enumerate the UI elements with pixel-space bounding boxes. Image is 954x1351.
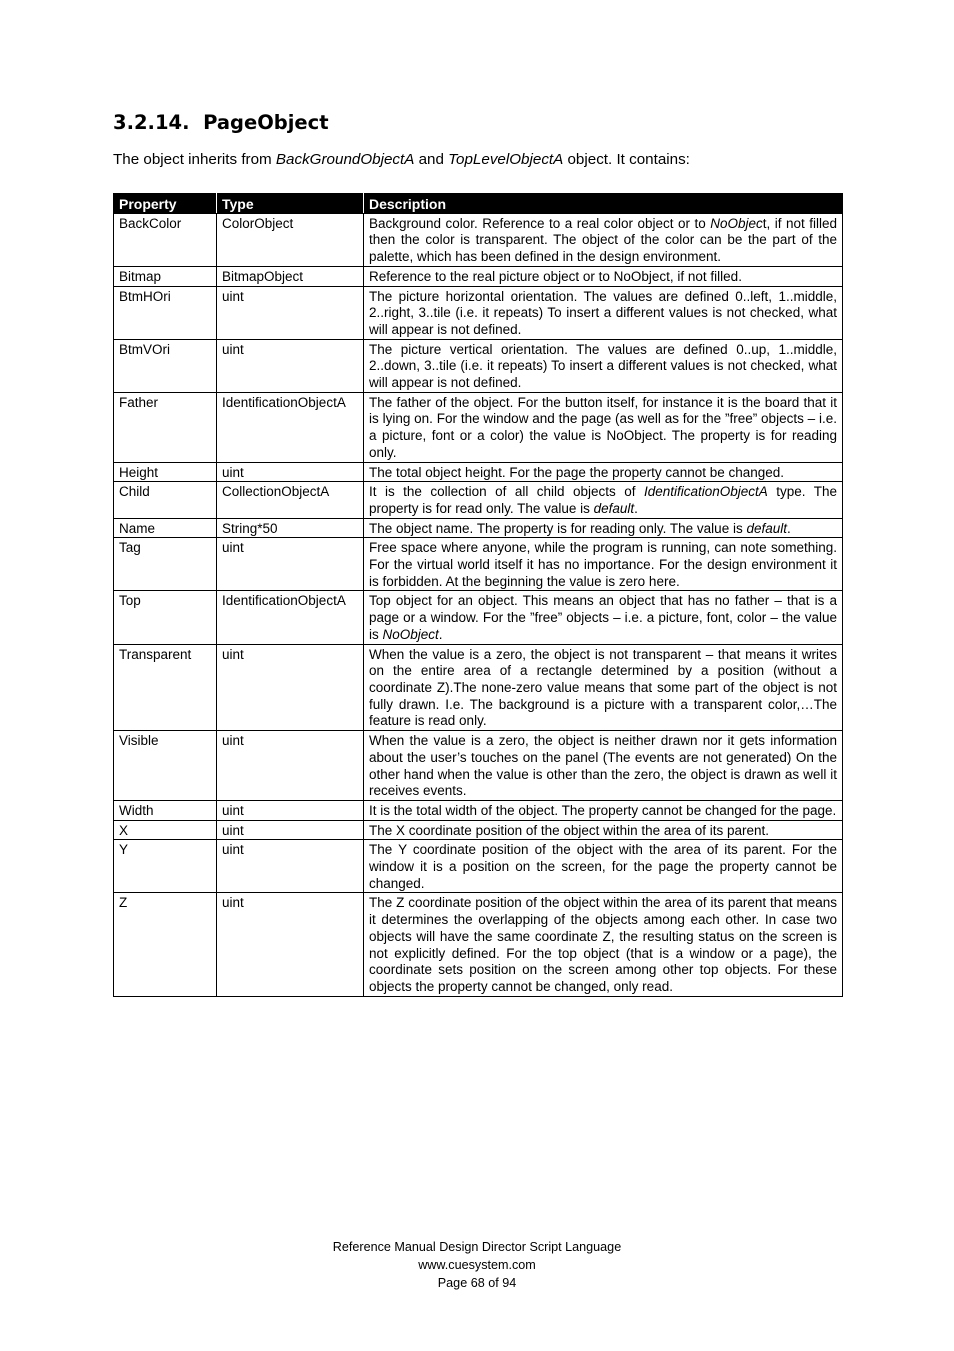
description-text: The X coordinate position of the object within the area of its parent. [369, 822, 769, 838]
table-header-row [114, 194, 843, 214]
description-italic-text: default [593, 500, 635, 516]
section-title: PageObject [203, 111, 329, 134]
property-table [113, 193, 843, 997]
cell-description [364, 392, 843, 462]
description-text: The father of the object. For the button itself, for instance it is the board that it is lying on. For the window and the page (as well as for the ”free” objects – i.e. a picture, font or a color) the value is NoObject. The property is for reading only. [369, 394, 837, 460]
cell-property: BtmVOri [114, 339, 217, 392]
table-row [114, 518, 843, 538]
table-row [114, 644, 843, 731]
cell-description [364, 339, 843, 392]
cell-type: String*50 [217, 518, 364, 538]
table-row [114, 266, 843, 286]
cell-property: BtmHOri [114, 286, 217, 339]
description-text: . [634, 500, 638, 516]
table-body [114, 213, 843, 996]
description-italic-text: default [746, 520, 787, 536]
description-italic-text: IdentificationObjectA [643, 484, 768, 500]
cell-description [364, 266, 843, 286]
table-row [114, 800, 843, 820]
table-row [114, 392, 843, 462]
description-text: The picture vertical orientation. The values are defined 0..up, 1..middle, 2..down, 3..tile (i.e. it repeats) To insert a different values is not checked, what will appear is not defined. [369, 341, 837, 391]
intro-text: The object inherits from [113, 151, 276, 168]
cell-property: Father [114, 392, 217, 462]
intro-text: object. It contains: [563, 151, 690, 168]
description-italic-text: NoObjec [710, 215, 763, 231]
cell-description [364, 538, 843, 591]
cell-property: Width [114, 800, 217, 820]
table-row [114, 462, 843, 482]
cell-type: uint [217, 339, 364, 392]
cell-description [364, 286, 843, 339]
table-row [114, 213, 843, 266]
cell-property: Y [114, 840, 217, 893]
cell-type: BitmapObject [217, 266, 364, 286]
header-type: Type [217, 194, 364, 214]
intro-class-toplevel: TopLevelObjectA [448, 151, 564, 168]
cell-type: uint [217, 462, 364, 482]
description-text: When the value is a zero, the object is neither drawn nor it gets information about the user’s touches on the panel (The events are not generated) On the other hand when the value is other than the zero, the object is drawn as well it receives events. [369, 733, 837, 799]
cell-property: Name [114, 518, 217, 538]
table-row [114, 591, 843, 644]
cell-description [364, 482, 843, 518]
cell-type: uint [217, 893, 364, 996]
cell-description [364, 820, 843, 840]
table-row [114, 893, 843, 996]
cell-description [364, 462, 843, 482]
cell-type: CollectionObjectA [217, 482, 364, 518]
description-text: Free space where anyone, while the program is running, can note something. For the virtual world itself it has no importance. For the design environment it is forbidden. At the beginning the value is zero here. [369, 540, 837, 589]
page-footer [0, 1238, 954, 1292]
cell-type: uint [217, 820, 364, 840]
cell-property: Bitmap [114, 266, 217, 286]
cell-property: Height [114, 462, 217, 482]
description-text: The Y coordinate position of the object with the area of its parent. For the window it is a position on the screen, for the page the property cannot be changed. [369, 842, 837, 891]
header-property: Property [114, 194, 217, 214]
description-text: . [438, 626, 443, 642]
table-row [114, 482, 843, 518]
description-text: Background color. Reference to a real color object or to [369, 215, 711, 231]
cell-property: Tag [114, 538, 217, 591]
description-text: The Z coordinate position of the object within the area of its parent that means it determines the overlapping of the objects among each other. In case two objects will have the same coordinate Z, the resulting status on the screen is not explicitly defined. For the top object (that is a window or a page), the coordinate sets position on the screen among other top objects. For these objects the property cannot be changed, only read. [369, 895, 837, 994]
header-description: Description [364, 194, 843, 214]
intro-text: and [414, 151, 449, 168]
cell-description [364, 893, 843, 996]
table-row [114, 731, 843, 801]
cell-property: Child [114, 482, 217, 518]
cell-description [364, 591, 843, 644]
cell-property: Top [114, 591, 217, 644]
intro-paragraph [113, 151, 690, 168]
cell-property: Z [114, 893, 217, 996]
cell-type: ColorObject [217, 213, 364, 266]
cell-description [364, 800, 843, 820]
cell-type: uint [217, 538, 364, 591]
footer-page-number: Page 68 of 94 [437, 1276, 517, 1290]
cell-property: Transparent [114, 644, 217, 731]
description-text: When the value is a zero, the object is not transparent – that means it writes on the entire area of a rectangle determined by a position (without a coordinate Z).The none-zero value means that some part of the object is not fully drawn. I.e. The background is a picture with a transparent color,…The feature is read only. [369, 646, 837, 729]
cell-type: uint [217, 286, 364, 339]
table-row [114, 286, 843, 339]
table-row [114, 339, 843, 392]
table-row [114, 538, 843, 591]
cell-description [364, 731, 843, 801]
description-text: . [787, 520, 791, 536]
cell-property: Visible [114, 731, 217, 801]
description-text: The object name. The property is for reading only. The value is [369, 520, 747, 536]
cell-type: IdentificationObjectA [217, 392, 364, 462]
footer-website: www.cuesystem.com [418, 1258, 536, 1272]
description-text: The total object height. For the page the property cannot be changed. [369, 464, 785, 480]
cell-type: IdentificationObjectA [217, 591, 364, 644]
description-text: It is the total width of the object. The property cannot be changed for the page. [369, 802, 837, 818]
cell-description [364, 213, 843, 266]
description-text: t, if not filled then the color is transparent. The object of the color can be the part of the palette, which has been defined in the design environment. [369, 215, 837, 265]
cell-property: X [114, 820, 217, 840]
cell-type: uint [217, 840, 364, 893]
description-text: Reference to the real picture object or to NoObject, if not filled. [369, 268, 742, 284]
cell-description [364, 644, 843, 731]
description-text: It is the collection of all child objects of [369, 484, 644, 500]
cell-type: uint [217, 731, 364, 801]
table-row [114, 840, 843, 893]
section-heading [113, 111, 329, 134]
description-text: Top object for an object. This means an object that has no father – that is a page or a window. For the ”free” objects – i.e. a picture, font, color – the value is [369, 593, 837, 642]
table-row [114, 820, 843, 840]
cell-property: BackColor [114, 213, 217, 266]
description-italic-text: NoObject [382, 626, 439, 642]
footer-manual-title: Reference Manual Design Director Script Language [332, 1240, 622, 1254]
section-number: 3.2.14. [113, 111, 190, 134]
cell-description [364, 518, 843, 538]
cell-description [364, 840, 843, 893]
description-text: type. The property is for read only. The value is [369, 484, 837, 516]
intro-class-background: BackGroundObjectA [275, 151, 415, 168]
description-text: The picture horizontal orientation. The values are defined 0..left, 1..middle, 2..right, 3..tile (i.e. it repeats) To insert a different values is not checked, what will appear is not defined. [369, 288, 837, 337]
cell-type: uint [217, 644, 364, 731]
cell-type: uint [217, 800, 364, 820]
